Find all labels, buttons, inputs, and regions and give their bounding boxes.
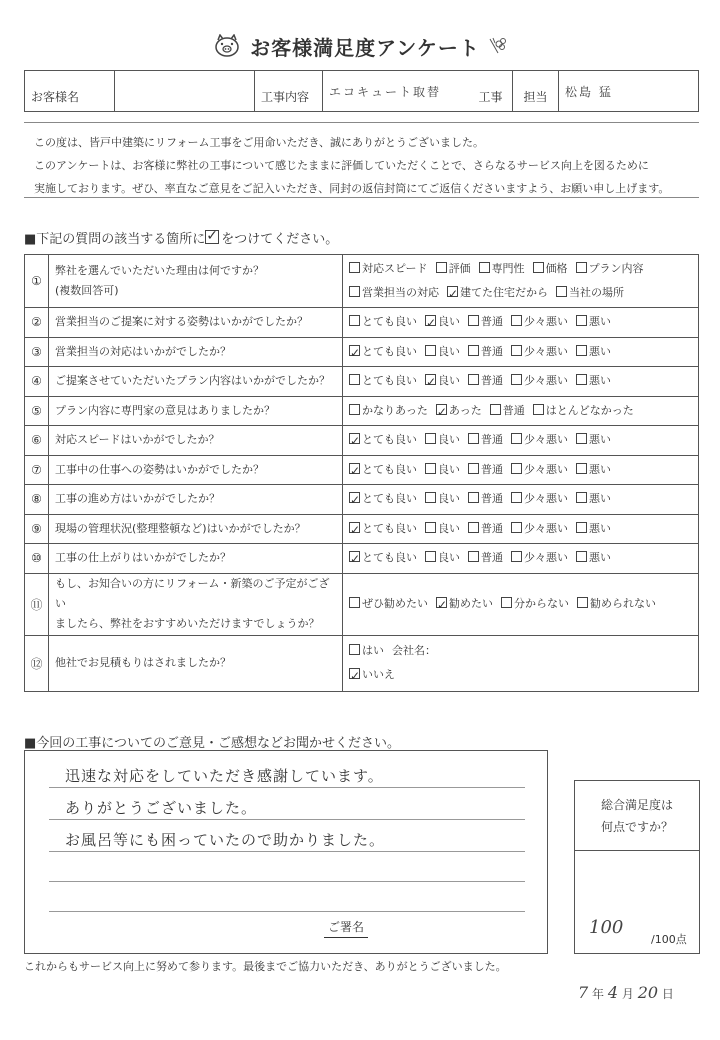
option-label: とても良い: [362, 551, 417, 565]
score-max: /100点: [651, 933, 687, 946]
title-row: [0, 30, 720, 62]
question-row: [25, 573, 699, 635]
question-text: [49, 455, 343, 485]
option[interactable]: [501, 592, 569, 616]
option-label: はとんどなかった: [545, 403, 634, 417]
option-label: 営業担当の対応: [362, 285, 439, 299]
question-line: 他社でお見積もりはされましたか？: [55, 656, 231, 670]
instruction-before: ■下記の質問の該当する箇所に: [24, 232, 206, 247]
question-text: [49, 367, 343, 397]
checkbox[interactable]: [436, 262, 447, 273]
date-month: 4: [607, 983, 619, 1002]
option[interactable]: [349, 487, 417, 511]
checkbox[interactable]: [576, 374, 587, 385]
option-label: 悪い: [589, 492, 611, 506]
question-row: [25, 544, 699, 574]
comment-line: 迅速な対応をしていただき感謝しています。: [65, 767, 384, 785]
question-text: [49, 426, 343, 456]
checkbox[interactable]: [501, 597, 512, 608]
checkbox[interactable]: [468, 463, 479, 474]
checkbox[interactable]: [511, 433, 522, 444]
checkbox[interactable]: [349, 644, 360, 655]
option[interactable]: [576, 369, 611, 393]
question-options: [343, 337, 699, 367]
checkbox[interactable]: [533, 262, 544, 273]
option[interactable]: [511, 340, 568, 364]
checkbox-checked[interactable]: [436, 597, 447, 608]
question-row: [25, 255, 699, 308]
option-label: 普通: [481, 551, 503, 565]
option[interactable]: [468, 546, 503, 570]
option[interactable]: [576, 546, 611, 570]
checkbox[interactable]: [468, 374, 479, 385]
option[interactable]: [349, 257, 428, 281]
question-options: [343, 255, 699, 308]
option-label: 少々悪い: [524, 551, 568, 565]
option-label: 少々悪い: [524, 433, 568, 447]
option-label: 悪い: [589, 315, 611, 329]
option-label: 悪い: [589, 551, 611, 565]
checkbox[interactable]: [511, 522, 522, 533]
question-options: [343, 635, 699, 691]
option[interactable]: [349, 369, 417, 393]
option[interactable]: [447, 281, 548, 305]
pig-icon: [212, 34, 242, 58]
option-label: とても良い: [362, 374, 417, 388]
checkbox[interactable]: [425, 492, 436, 503]
company-label: 会社名：: [392, 644, 436, 658]
checkbox[interactable]: [349, 404, 360, 415]
option[interactable]: [349, 546, 417, 570]
checkbox[interactable]: [425, 433, 436, 444]
customer-field[interactable]: [115, 71, 255, 112]
option[interactable]: [468, 369, 503, 393]
option[interactable]: [511, 487, 568, 511]
date-year-unit: 年: [592, 987, 605, 1001]
signature-label: ご署名: [324, 918, 368, 938]
checkbox-checked[interactable]: [349, 668, 360, 679]
option[interactable]: [556, 281, 624, 305]
checkbox[interactable]: [577, 597, 588, 608]
option[interactable]: [576, 458, 611, 482]
option[interactable]: [349, 399, 428, 423]
question-text: [49, 307, 343, 337]
option[interactable]: [468, 517, 503, 541]
comments-label: ■今回の工事についてのご意見・ご感想などお聞かせください。: [24, 736, 401, 751]
question-row: [25, 337, 699, 367]
checkbox[interactable]: [349, 597, 360, 608]
checkbox[interactable]: [576, 345, 587, 356]
footer-text: これからもサービス向上に努めて参ります。最後までご協力いただき、ありがとうございました。: [24, 960, 507, 973]
option[interactable]: [425, 546, 460, 570]
score-value[interactable]: 100: [589, 917, 624, 938]
question-text: [49, 337, 343, 367]
option-label: 普通: [502, 403, 525, 417]
option-label: 悪い: [589, 433, 611, 447]
option[interactable]: [576, 487, 611, 511]
option-label: 当社の場所: [569, 285, 624, 299]
question-line: もし、お知合いの方にリフォーム・新築のご予定がござい: [55, 577, 330, 611]
option[interactable]: [511, 428, 568, 452]
score-question-line: 総合満足度は: [600, 797, 673, 812]
question-line: ましたら、弊社をおすすめいただけますでしょうか？: [55, 617, 320, 631]
question-number: ⑫: [25, 635, 49, 691]
checkbox[interactable]: [511, 551, 522, 562]
option[interactable]: [349, 663, 395, 687]
intro-line: このアンケートは、お客様に弊社の工事について感じたままに評価していただくことで、さらなるサービス向上を図るために: [34, 159, 649, 172]
checkbox[interactable]: [468, 492, 479, 503]
work-suffix: 工事: [473, 71, 513, 112]
option-label: 普通: [481, 462, 503, 476]
checkbox-checked[interactable]: [349, 492, 360, 503]
option[interactable]: [425, 369, 460, 393]
question-line: 工事中の仕事への姿勢はいかがでしたか？: [55, 462, 264, 476]
checkbox[interactable]: [511, 463, 522, 474]
option-label: はい: [362, 644, 384, 658]
score-question-line: 何点ですか？: [600, 819, 673, 834]
option[interactable]: [479, 257, 525, 281]
question-options: [343, 307, 699, 337]
option[interactable]: [349, 310, 417, 334]
option[interactable]: [468, 458, 503, 482]
question-text: [49, 396, 343, 426]
question-row: [25, 396, 699, 426]
option-label: かなりあった: [362, 403, 428, 417]
intro-line: 実施しております。ぜひ、率直なご意見をご記入いただき、同封の返信封筒にてご返信くださいますよう、お願い申し上げます。: [34, 182, 670, 195]
option-label: 悪い: [589, 462, 611, 476]
questions-table: [24, 254, 699, 692]
staff-label: 担当: [513, 71, 559, 112]
question-text: [49, 635, 343, 691]
option-row: [349, 257, 692, 281]
option-label: 悪い: [589, 344, 611, 358]
option[interactable]: [425, 487, 460, 511]
comment-rule: [49, 881, 525, 882]
checkbox[interactable]: [468, 551, 479, 562]
option-label: 少々悪い: [524, 462, 568, 476]
option[interactable]: [349, 592, 428, 616]
checkbox[interactable]: [556, 286, 567, 297]
option-label: 対応スピード: [362, 261, 428, 275]
checkbox[interactable]: [511, 492, 522, 503]
option[interactable]: [349, 428, 417, 452]
checkbox-checked[interactable]: [349, 345, 360, 356]
option-label: 評価: [448, 261, 471, 275]
option[interactable]: [436, 399, 482, 423]
checkbox[interactable]: [576, 262, 587, 273]
option[interactable]: [511, 369, 568, 393]
option[interactable]: [349, 281, 439, 305]
question-row: [25, 635, 699, 691]
option-label: とても良い: [362, 344, 417, 358]
question-text: [49, 573, 343, 635]
option-label: 普通: [481, 315, 503, 329]
checkbox[interactable]: [576, 433, 587, 444]
checkbox[interactable]: [349, 374, 360, 385]
question-line: 対応スピードはいかがでしたか？: [55, 433, 220, 447]
question-line: 工事の進め方はいかがでしたか？: [55, 492, 220, 506]
option[interactable]: [436, 592, 493, 616]
question-text: [49, 485, 343, 515]
option-label: あった: [448, 403, 482, 417]
date-year: 7: [578, 983, 589, 1002]
option[interactable]: [436, 257, 471, 281]
checkbox[interactable]: [349, 262, 360, 273]
option-label: 普通: [481, 433, 503, 447]
option-label: 建てた住宅だから: [460, 285, 548, 299]
option-label: 普通: [481, 344, 503, 358]
question-number: ⑤: [25, 396, 49, 426]
option-label: 普通: [481, 374, 503, 388]
option[interactable]: [576, 428, 611, 452]
comment-rule: [49, 819, 525, 820]
question-row: [25, 485, 699, 515]
checkbox-checked[interactable]: [349, 463, 360, 474]
option[interactable]: [425, 310, 460, 334]
comments-box[interactable]: [24, 750, 548, 954]
option-label: 良い: [438, 521, 460, 535]
checkbox[interactable]: [468, 522, 479, 533]
checkbox[interactable]: [533, 404, 544, 415]
question-number: ③: [25, 337, 49, 367]
option[interactable]: [349, 639, 384, 663]
option-label: とても良い: [362, 521, 417, 535]
question-row: [25, 455, 699, 485]
score-box: [574, 780, 700, 954]
option-row: [349, 281, 692, 305]
comment-line: ありがとうございました。: [65, 799, 258, 817]
date: [578, 983, 674, 1002]
checkbox[interactable]: [511, 345, 522, 356]
option-label: とても良い: [362, 492, 417, 506]
work-field[interactable]: エコキュート取替: [323, 71, 473, 112]
option-row: [349, 639, 692, 663]
question-number: ⑦: [25, 455, 49, 485]
question-options: [343, 514, 699, 544]
option-label: 価格: [545, 261, 568, 275]
flower-icon: [486, 35, 508, 57]
checkbox[interactable]: [576, 551, 587, 562]
option[interactable]: [425, 517, 460, 541]
checkbox[interactable]: [425, 522, 436, 533]
checkbox[interactable]: [468, 433, 479, 444]
date-day: 20: [637, 983, 659, 1002]
checkbox[interactable]: [349, 315, 360, 326]
question-text: [49, 514, 343, 544]
comment-line: お風呂等にも困っていたので助かりました。: [65, 831, 386, 849]
option-label: 少々悪い: [524, 492, 568, 506]
date-day-unit: 日: [661, 987, 674, 1001]
option[interactable]: [511, 458, 568, 482]
option-label: 良い: [438, 551, 460, 565]
question-number: ⑧: [25, 485, 49, 515]
comment-rule: [49, 851, 525, 852]
checkbox[interactable]: [576, 463, 587, 474]
option-label: 悪い: [589, 521, 611, 535]
option-label: 少々悪い: [524, 374, 568, 388]
question-number: ⑪: [25, 573, 49, 635]
option-label: 普通: [481, 521, 503, 535]
customer-label: お客様名: [25, 71, 115, 112]
option[interactable]: [533, 257, 568, 281]
option-label: とても良い: [362, 315, 417, 329]
question-row: [25, 367, 699, 397]
question-number: ⑩: [25, 544, 49, 574]
option[interactable]: [349, 458, 417, 482]
question-options: [343, 573, 699, 635]
option[interactable]: [576, 517, 611, 541]
checkbox-checked[interactable]: [425, 374, 436, 385]
question-row: [25, 426, 699, 456]
checkbox[interactable]: [425, 345, 436, 356]
question-line: (複数回答可): [55, 283, 119, 297]
option-row: [349, 663, 692, 687]
checkbox[interactable]: [479, 262, 490, 273]
checkbox[interactable]: [511, 374, 522, 385]
option[interactable]: [349, 517, 417, 541]
option-label: 良い: [438, 344, 460, 358]
checkbox-checked[interactable]: [349, 522, 360, 533]
checkbox-checked[interactable]: [349, 551, 360, 562]
option-label: 勧められない: [590, 597, 656, 611]
option-label: とても良い: [362, 433, 417, 447]
option-label: 悪い: [589, 374, 611, 388]
question-line: 弊社を選んでいただいた理由は何ですか？: [55, 263, 264, 277]
checkbox[interactable]: [425, 551, 436, 562]
question-text: [49, 255, 343, 308]
option-label: 普通: [481, 492, 503, 506]
option-label: 少々悪い: [524, 521, 568, 535]
option[interactable]: [468, 428, 503, 452]
question-options: [343, 367, 699, 397]
option-label: 勧めたい: [449, 597, 493, 611]
page-title: お客様満足度アンケート: [250, 35, 480, 60]
option-label: 専門性: [491, 261, 525, 275]
option[interactable]: [490, 399, 525, 423]
checkbox[interactable]: [576, 492, 587, 503]
instruction-after: をつけてください。: [221, 232, 339, 247]
date-month-unit: 月: [621, 987, 634, 1001]
checkbox[interactable]: [511, 315, 522, 326]
checkbox[interactable]: [576, 522, 587, 533]
work-label: 工事内容: [255, 71, 323, 112]
checkbox-checked[interactable]: [447, 286, 458, 297]
checkbox-icon: [205, 230, 219, 244]
question-line: ご提案させていただいたプラン内容はいかがでしたか？: [55, 374, 330, 388]
question-line: 現場の管理状況(整理整頓など)はいかがでしたか？: [55, 521, 306, 535]
option-label: 良い: [438, 315, 460, 329]
question-line: プラン内容に専門家の意見はありましたか？: [55, 403, 275, 417]
option-label: 良い: [438, 433, 460, 447]
staff-field[interactable]: 松島 猛: [559, 71, 699, 112]
question-line: 工事の仕上がりはいかがでしたか？: [55, 551, 231, 565]
option-label: 良い: [438, 492, 460, 506]
option-label: とても良い: [362, 462, 417, 476]
option[interactable]: [511, 310, 568, 334]
option[interactable]: [576, 257, 644, 281]
option[interactable]: [533, 399, 634, 423]
question-options: [343, 544, 699, 574]
option[interactable]: [511, 546, 568, 570]
question-number: ①: [25, 255, 49, 308]
comment-rule: [49, 911, 525, 912]
checkbox[interactable]: [468, 345, 479, 356]
option[interactable]: [511, 517, 568, 541]
option-label: 良い: [438, 374, 460, 388]
checkbox-checked[interactable]: [425, 315, 436, 326]
question-number: ④: [25, 367, 49, 397]
checkbox[interactable]: [490, 404, 501, 415]
checkbox-checked[interactable]: [349, 433, 360, 444]
question-number: ②: [25, 307, 49, 337]
comment-rule: [49, 787, 525, 788]
instruction: [24, 228, 338, 247]
intro-line: この度は、皆戸中建築にリフォーム工事をご用命いただき、誠にありがとうございました。: [34, 136, 485, 149]
option-label: プラン内容: [588, 261, 644, 275]
option-label: 少々悪い: [524, 344, 568, 358]
option[interactable]: [577, 592, 656, 616]
checkbox[interactable]: [576, 315, 587, 326]
option[interactable]: [349, 340, 417, 364]
option[interactable]: [576, 340, 611, 364]
checkbox[interactable]: [468, 315, 479, 326]
question-text: [49, 544, 343, 574]
option[interactable]: [468, 487, 503, 511]
option[interactable]: [425, 428, 460, 452]
question-options: [343, 396, 699, 426]
checkbox[interactable]: [425, 463, 436, 474]
header-table: [24, 70, 699, 112]
option[interactable]: [425, 458, 460, 482]
option[interactable]: [425, 340, 460, 364]
question-line: 営業担当の対応はいかがでしたか？: [55, 344, 231, 358]
option-label: いいえ: [362, 668, 395, 682]
intro-text: [24, 122, 699, 198]
option[interactable]: [576, 310, 611, 334]
option-label: 分からない: [514, 597, 569, 611]
option[interactable]: [468, 340, 503, 364]
score-question: [575, 781, 699, 851]
option-label: 良い: [438, 462, 460, 476]
question-options: [343, 455, 699, 485]
question-options: [343, 426, 699, 456]
question-options: [343, 485, 699, 515]
checkbox[interactable]: [349, 286, 360, 297]
question-row: [25, 514, 699, 544]
option-label: 少々悪い: [524, 315, 568, 329]
option[interactable]: [468, 310, 503, 334]
question-line: 営業担当のご提案に対する姿勢はいかがでしたか？: [55, 315, 308, 329]
question-number: ⑥: [25, 426, 49, 456]
question-row: [25, 307, 699, 337]
checkbox-checked[interactable]: [436, 404, 447, 415]
question-number: ⑨: [25, 514, 49, 544]
option-label: ぜひ勧めたい: [362, 597, 428, 611]
